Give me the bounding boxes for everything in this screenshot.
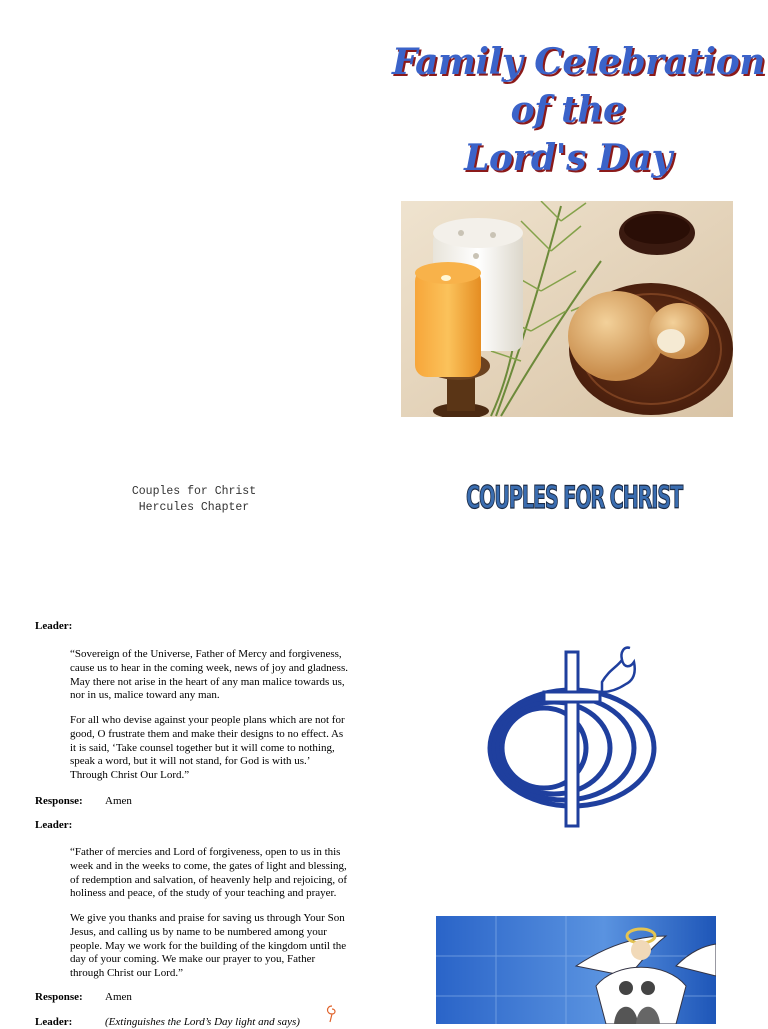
text-line: May there not arise in the heart of any man malice towards us, [70,675,345,688]
title-line-2: of the [510,89,626,131]
text-line: holiness and peace, of the study of your teaching and prayer. [70,887,337,900]
title-line-1: Family Celebration [392,41,765,83]
text-line: of redemption and salvation, of heavenly help and rejoicing, of [70,873,348,886]
prayer-1-paragraph-2 [70,714,370,783]
chapter-name: Hercules Chapter [138,501,250,514]
chapter-info [90,484,298,516]
couples-for-christ-logo [462,474,686,518]
text-line: nor in us, malice toward any man. [70,689,220,702]
candles-bread-photo [401,201,733,417]
text-line: cause us to hear in the coming week, news of joy and gladness. [70,661,348,674]
response-amen-1: Amen [105,795,132,807]
text-line: Jesus, and calling us by name to be numbered among your [70,925,327,938]
cross-dove-globe-icon [484,640,660,830]
text-line: speak a word, but it will not stand, for God is with us.’ [70,755,311,768]
text-line: through Christ our Lord.” [70,967,184,980]
text-line: We give you thanks and praise for saving us through Your Son [70,912,345,924]
leader-label-1: Leader: [35,620,73,632]
text-line: “Father of mercies and Lord of forgiveness, open to us in this [70,846,341,858]
response-label-2: Response: [35,991,83,1003]
text-line: day of your coming. We make our prayer to you, Father [70,953,316,966]
angel-family-icon [436,916,716,1024]
title-line-3: Lord's Day [464,137,672,179]
text-line: good, O frustrate them and make their designs to no effect. As [70,727,344,740]
organization-name: Couples for Christ [131,485,257,498]
text-line: For all who devise against your people plans which are not for [70,714,345,726]
response-label-1: Response: [35,795,83,807]
logo-text: COUPLES FOR CHRIST [466,480,684,516]
response-amen-2: Amen [105,991,132,1003]
prayer-1-paragraph-1 [70,648,370,703]
swirl-icon [322,1004,342,1024]
leader-label-3: Leader: [35,1016,73,1028]
prayer-2-paragraph-1 [70,846,370,901]
prayer-2-paragraph-2 [70,912,370,981]
text-line: week and in the weeks to come, the gates of light and blessing, [70,859,347,872]
text-line: “Sovereign of the Universe, Father of Mercy and forgiveness, [70,648,342,660]
document-title [392,38,765,182]
leader-instruction: (Extinguishes the Lord’s Day light and says) [105,1016,300,1028]
text-line: Through Christ Our Lord.” [70,769,190,782]
text-line: people. May we work for the building of the kingdom until the [70,939,347,952]
text-line: it is said, ‘Take counsel together but it will come to nothing, [70,741,335,754]
leader-label-2: Leader: [35,819,73,831]
